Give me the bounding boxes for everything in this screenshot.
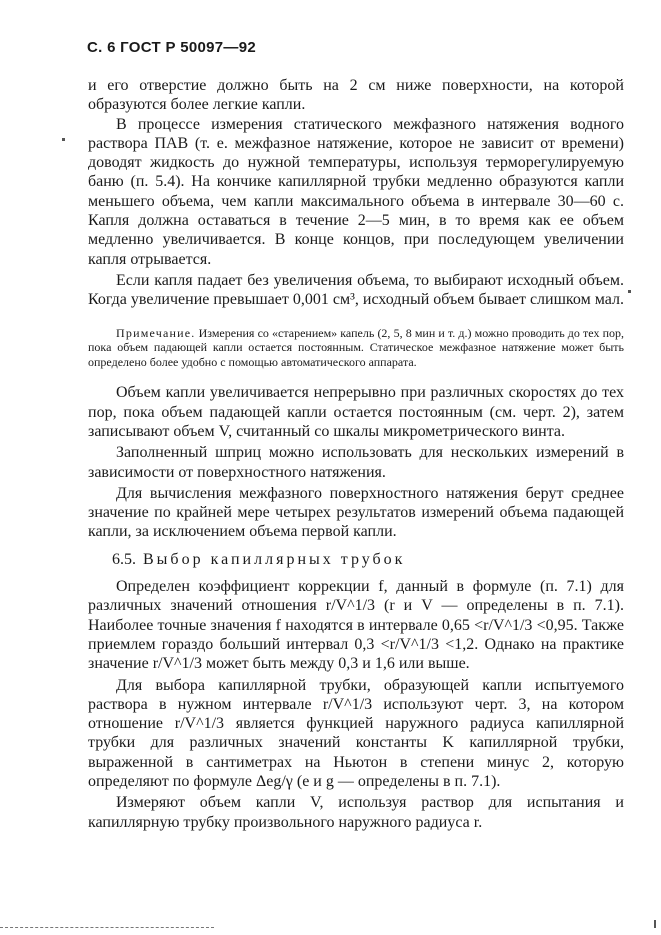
section-title: Выбор капиллярных трубок <box>143 550 406 568</box>
scan-mark <box>62 138 65 141</box>
paragraph: Для выбора капиллярной трубки, образующей капли испытуемого раствора в нужном интервале r/V^1/3 используют черт. 3, на котором отношение r/V^1/3 является функцией наружного радиуса капиллярной трубки для различных значений константы K капиллярной трубки, выраженной в сантиметрах на Ньютон в степени минус 2, которую определяют по формуле Δeg/γ (e и g — определены в п. 7.1). <box>88 676 624 790</box>
note <box>88 326 624 370</box>
paragraph: Объем капли увеличивается непрерывно при различных скоростях до тех пор, пока объем падающей капли остается постоянным (см. черт. 2), затем записывают объем V, считанный со шкалы микрометрического винта. <box>88 384 624 440</box>
note-label: Примечание. <box>116 325 196 340</box>
section-number: 6.5. <box>112 550 136 568</box>
page-header: С. 6 ГОСТ Р 50097—92 <box>87 39 257 56</box>
paragraph: и его отверстие должно быть на 2 см ниже поверхности, на которой образуются более легкие капли. <box>88 77 624 114</box>
scan-mark <box>654 920 656 928</box>
paragraph: Если капля падает без увеличения объема, то выбирают исходный объем. Когда увеличение превышает 0,001 см³, исходный объем бывает слишком мал. <box>88 271 624 309</box>
document-body <box>88 76 624 832</box>
paragraph: Для вычисления межфазного поверхностного натяжения берут среднее значение по крайней мере четырех результатов измерений объема падающей капли, за исключением объема первой капли. <box>88 484 624 541</box>
footer-rule <box>0 927 214 929</box>
scan-mark <box>628 290 631 293</box>
section-heading <box>112 550 624 569</box>
paragraph: Заполненный шприц можно использовать для нескольких измерений в зависимости от поверхностного натяжения. <box>88 444 624 481</box>
paragraph: Определен коэффициент коррекции f, данный в формуле (п. 7.1) для различных значений отношения r/V^1/3 (r и V — определены в п. 7.1). Наиболее точные значения f находятся в интервале 0,65 <r/V^1/3 <0,95. Также приемлем гораздо больший интервал 0,3 <r/V^1/3 <1,2. Однако на практике значение r/V^1/3 может быть между 0,3 и 1,6 или выше. <box>88 578 624 673</box>
paragraph: В процессе измерения статического межфазного натяжения водного раствора ПАВ (т. е. межфазное натяжение, которое не зависит от времени) доводят жидкость до нужной температуры, используя терморегулируемую баню (п. 5.4). На кончике капиллярной трубки медленно образуются капли меньшего объема, чем капли максимального объема в интервале 30—60 с. Капля должна оставаться в течение 2—5 мин, в то время как ее объем медленно увеличивается. В конце концов, при последующем увеличении капля отрывается. <box>88 115 624 268</box>
paragraph: Измеряют объем капли V, используя раствор для испытания и капиллярную трубку произвольного наружного радиуса r. <box>88 794 624 831</box>
note-text: Измерения со «старением» капель (2, 5, 8 мин и т. д.) можно проводить до тех пор, пока объем падающей капли остается постоянным. Статическое межфазное натяжение может быть определено более удобно с помощью автоматического аппарата. <box>88 325 625 369</box>
